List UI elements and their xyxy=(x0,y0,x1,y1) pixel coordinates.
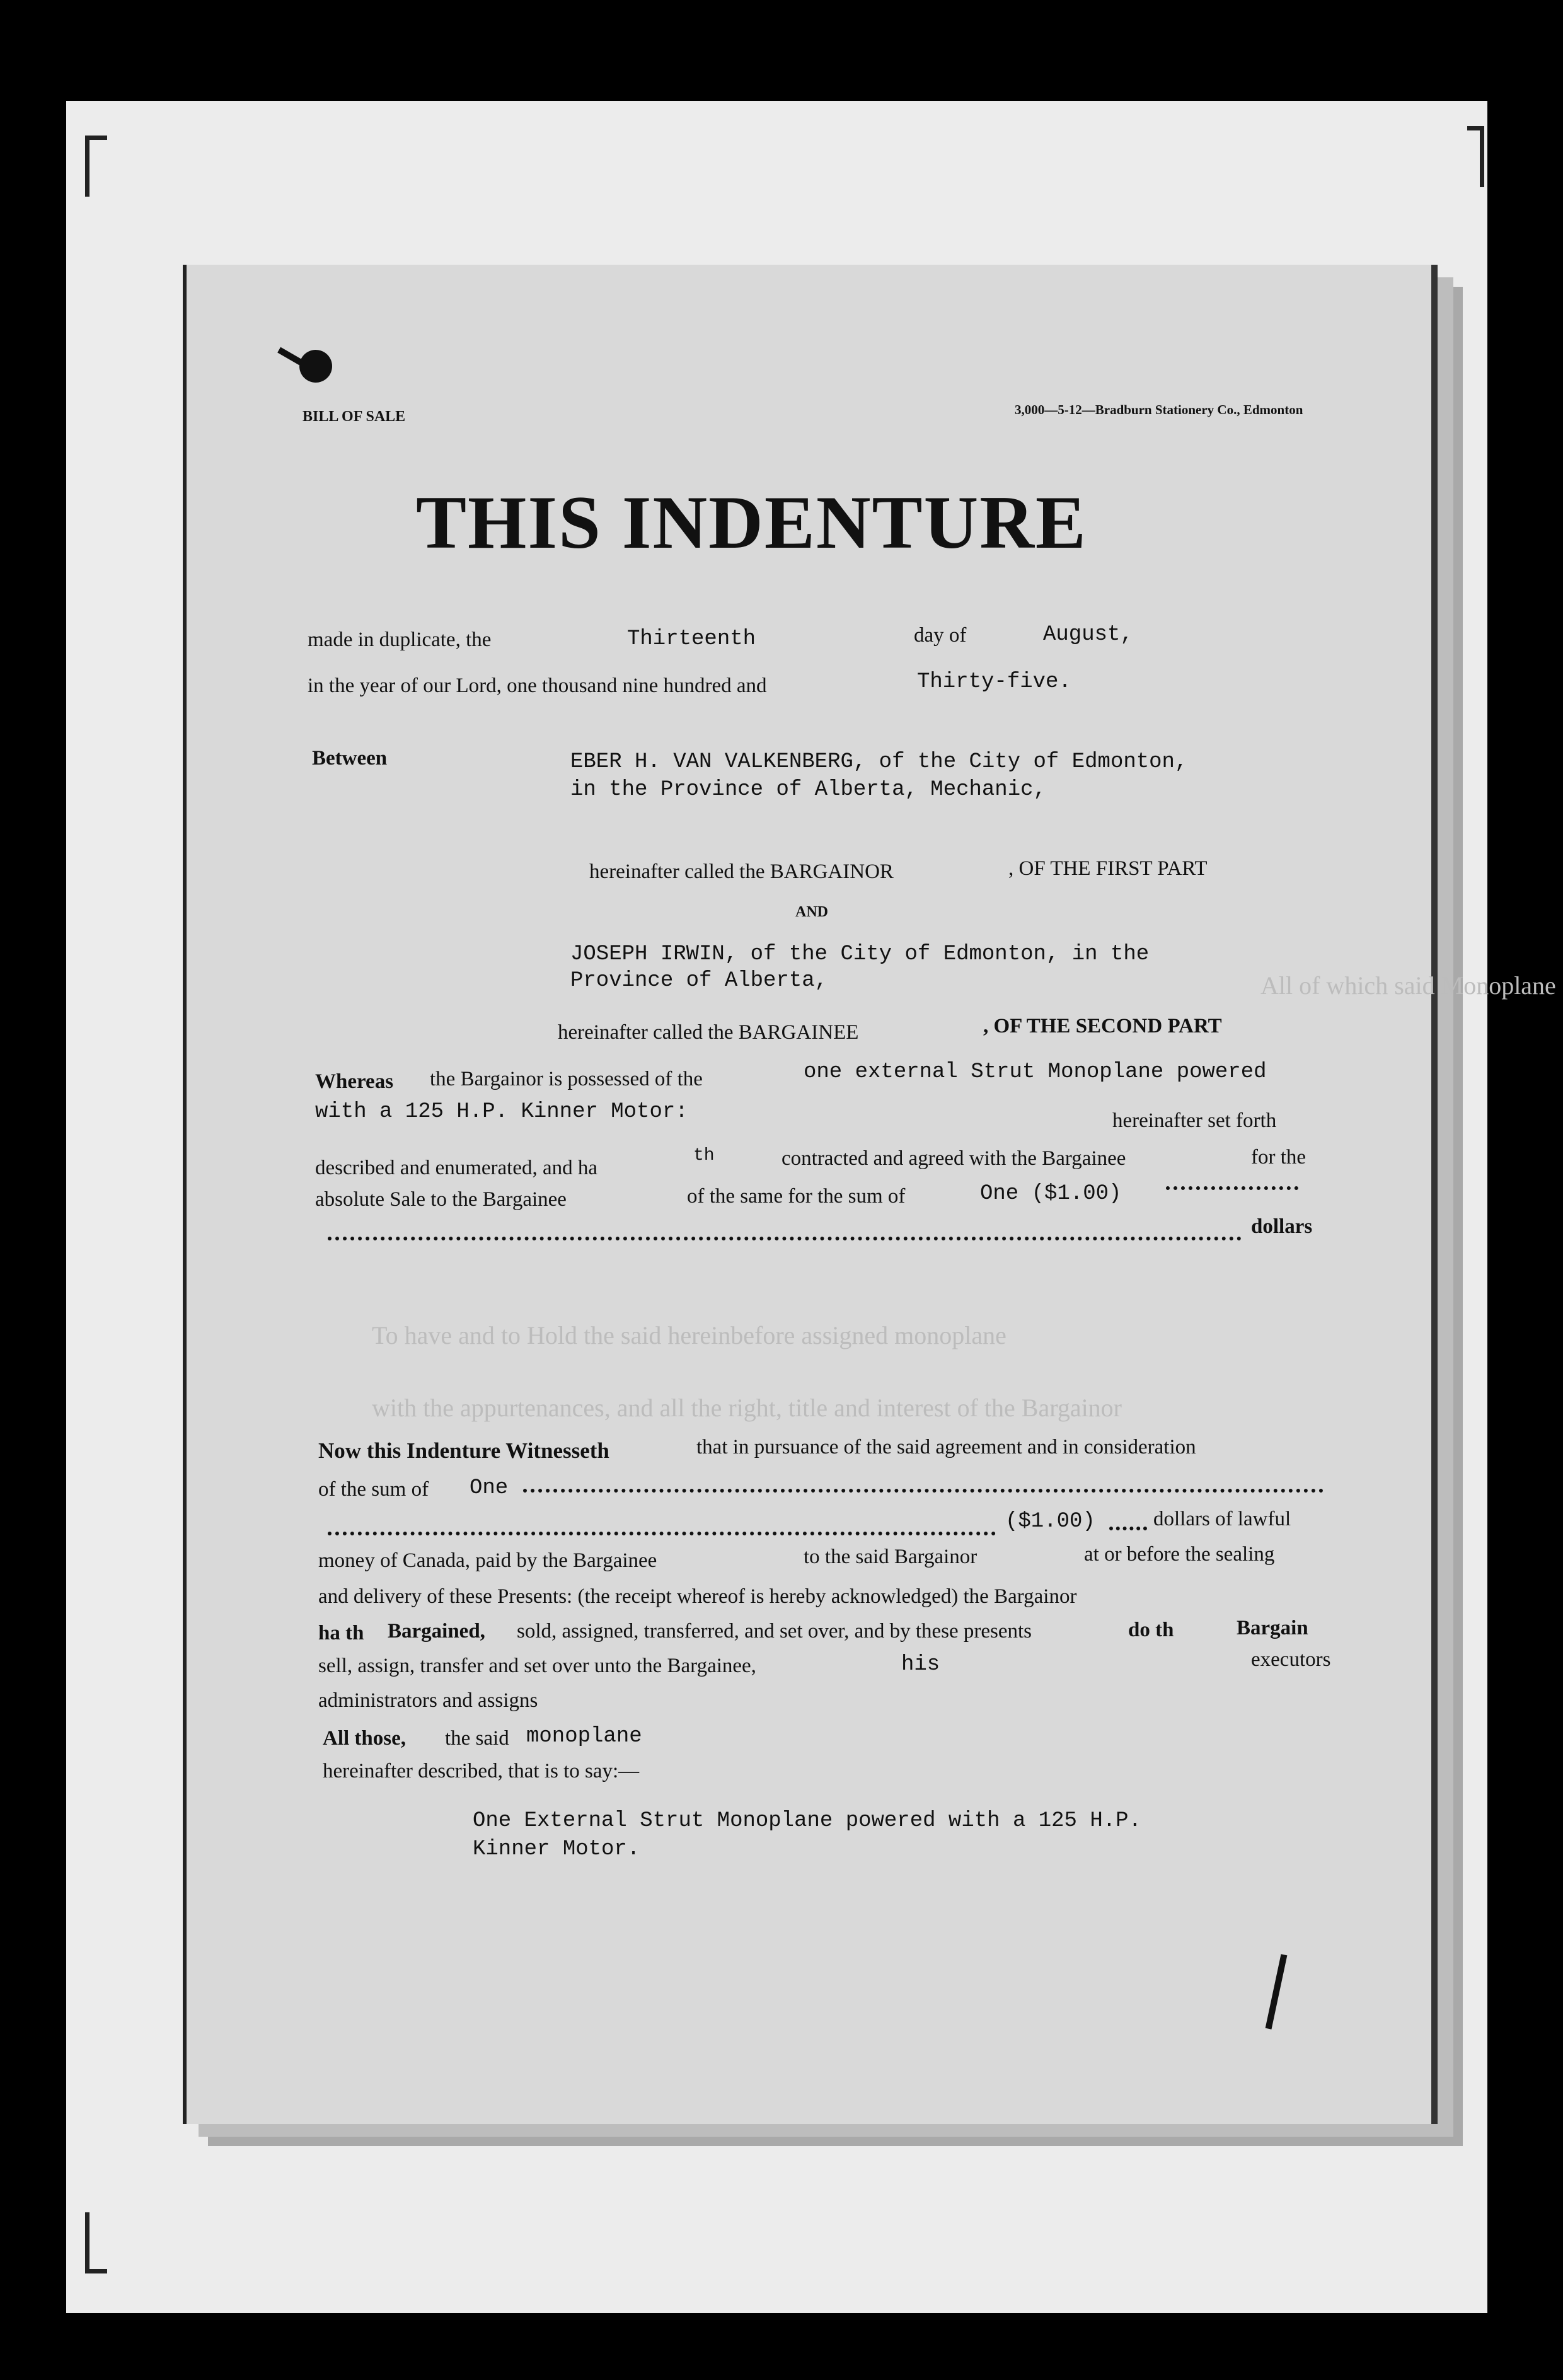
sum-of-label: of the same for the sum of xyxy=(687,1185,906,1208)
ha-th-insert: ha th xyxy=(318,1622,364,1644)
dotted-leader xyxy=(328,1237,1242,1240)
sum-value: One xyxy=(470,1476,509,1500)
day-value: Thirteenth xyxy=(627,627,756,651)
bargainee-called: hereinafter called the BARGAINEE xyxy=(558,1021,859,1044)
absolute-sale-label: absolute Sale to the Bargainee xyxy=(315,1188,567,1211)
dotted-leader xyxy=(1109,1527,1147,1530)
bleed-through-text: To have and to Hold the said hereinbefore assigned monoplane xyxy=(372,1321,1006,1349)
year-value: Thirty-five. xyxy=(917,670,1071,694)
item-name: monoplane xyxy=(526,1724,642,1748)
witnesseth-text: that in pursuance of the said agreement and in consideration xyxy=(696,1436,1196,1459)
whereas-text: the Bargainor is possessed of the xyxy=(430,1068,703,1090)
consideration-amount: ($1.00) xyxy=(1005,1510,1095,1534)
bargainor-called: hereinafter called the BARGAINOR xyxy=(589,860,894,883)
dollars-label: dollars xyxy=(1251,1215,1313,1238)
goods-description-1: one external Strut Monoplane powered xyxy=(804,1060,1267,1084)
bargainee-name: JOSEPH IRWIN, of the City of Edmonton, in the xyxy=(570,942,1150,966)
item-description-1: One External Strut Monoplane powered with a 125 H.P. xyxy=(473,1809,1141,1833)
to-bargainor-label: to the said Bargainor xyxy=(804,1545,978,1568)
for-the-label: for the xyxy=(1251,1146,1306,1169)
contracted-label: contracted and agreed with the Bargainee xyxy=(782,1147,1126,1170)
first-part-label: , OF THE FIRST PART xyxy=(1008,857,1208,880)
delivery-label: and delivery of these Presents: (the receipt whereof is hereby acknowledged) the Bargainor xyxy=(318,1585,1077,1608)
money-label: money of Canada, paid by the Bargainee xyxy=(318,1549,657,1572)
punch-hole xyxy=(299,350,332,383)
bleed-through-text: with the appurtenances, and all the right, title and interest of the Bargainor xyxy=(372,1394,1122,1422)
described-label: described and enumerated, and ha xyxy=(315,1157,598,1179)
sealing-label: at or before the sealing xyxy=(1084,1543,1275,1566)
month-value: August, xyxy=(1043,623,1133,647)
bargainee-address: Province of Alberta, xyxy=(570,969,828,993)
dollars-lawful-label: dollars of lawful xyxy=(1153,1508,1291,1530)
sell-assign-label: sell, assign, transfer and set over unto the Bargainee, xyxy=(318,1655,756,1677)
item-description-2: Kinner Motor. xyxy=(473,1837,640,1861)
dotted-leader xyxy=(328,1532,996,1535)
whereas-label: Whereas xyxy=(315,1070,394,1093)
dotted-leader xyxy=(523,1489,1324,1493)
corner-mark-top-right xyxy=(1467,126,1484,187)
bargainor-address: in the Province of Alberta, Mechanic, xyxy=(570,778,1046,802)
second-part-label: , OF THE SECOND PART xyxy=(983,1015,1222,1037)
hereinafter-described-label: hereinafter described, that is to say:— xyxy=(323,1760,640,1782)
sum-of-label: of the sum of xyxy=(318,1478,429,1501)
administrators-label: administrators and assigns xyxy=(318,1689,538,1712)
his-insert: his xyxy=(901,1653,940,1677)
form-name: BILL OF SALE xyxy=(303,408,406,425)
between-label: Between xyxy=(312,747,388,770)
witnesseth-label: Now this Indenture Witnesseth xyxy=(318,1438,609,1463)
executors-label: executors xyxy=(1251,1648,1331,1671)
bleed-through-text: All of which said Monoplane xyxy=(1260,971,1556,1000)
sold-assigned-label: sold, assigned, transferred, and set over, and by these presents xyxy=(517,1620,1032,1643)
bargainor-name: EBER H. VAN VALKENBERG, of the City of Edmonton, xyxy=(570,750,1188,774)
bargain-label: Bargain xyxy=(1237,1617,1308,1639)
dotted-leader xyxy=(1166,1186,1298,1190)
do-th-insert: do th xyxy=(1128,1619,1174,1641)
th-insert: th xyxy=(693,1146,715,1165)
year-label: in the year of our Lord, one thousand nine hundred and xyxy=(308,674,767,697)
and-label: AND xyxy=(795,904,828,920)
document-title: THIS INDENTURE xyxy=(416,480,1087,564)
all-those-label: All those, xyxy=(323,1727,406,1750)
made-in-label: made in duplicate, the xyxy=(308,628,492,651)
the-said-label: the said xyxy=(445,1727,509,1750)
printer-imprint: 3,000—5-12—Bradburn Stationery Co., Edmonton xyxy=(1015,402,1303,417)
sum-amount: One ($1.00) xyxy=(980,1182,1122,1206)
day-of-label: day of xyxy=(914,624,967,647)
set-forth-label: hereinafter set forth xyxy=(1112,1109,1277,1132)
corner-mark-top-left xyxy=(85,136,107,197)
corner-mark-bottom-left xyxy=(85,2212,107,2273)
goods-description-2: with a 125 H.P. Kinner Motor: xyxy=(315,1100,688,1124)
bargained-label: Bargained, xyxy=(388,1620,485,1643)
